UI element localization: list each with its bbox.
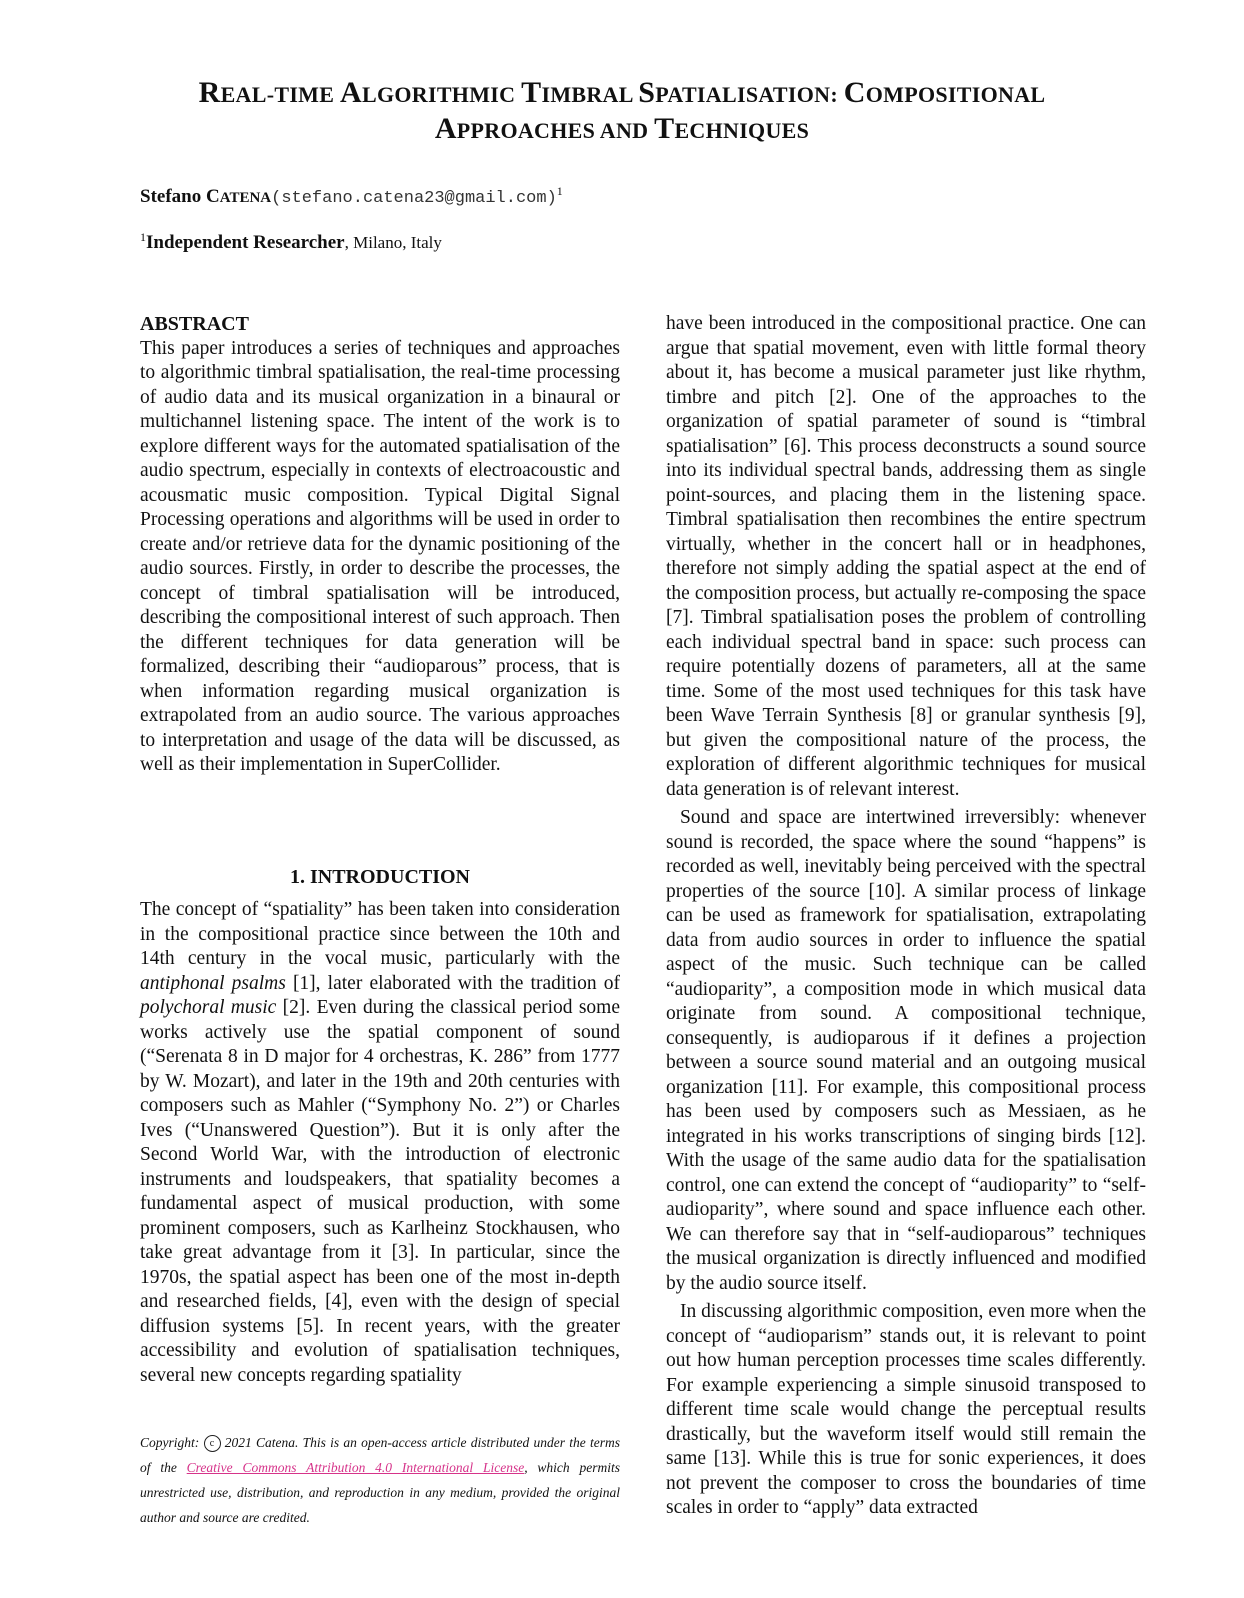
body-paragraph: have been introduced in the compositional practice. One can argue that spatial movement, even with little formal theory about it, has become a musical parameter just like rhythm, timbre and pitch [2]. One of the approaches to the organization of spatial parameter of sound is “timbral spatialisation” [6]. This process deconstructs a sound source into its individual spectral bands, addressing them as single point-sources, and placing them in the listening space. Timbral spatialisation then recombines the entire spectrum virtually, whether in the concert hall or in headphones, therefore not simply adding the spatial aspect at the end of the composition process, but actually re-composing the space [7]. Timbral spatialisation poses the problem of controlling each individual spectral band in space: such process can require potentially dozens of parameters, all at the same time. Some of the most used techniques for this task have been Wave Terrain Synthesis [8] or granular synthesis [9], but given the compositional nature of the process, the exploration of different algorithmic techniques for musical data generation is of relevant interest. — [666, 313, 1146, 800]
author-first-name: Stefano — [140, 186, 202, 207]
title-word: REAL-TIME — [198, 76, 341, 109]
abstract-heading: ABSTRACT — [140, 313, 249, 335]
author-line — [140, 184, 563, 208]
introduction-section — [140, 898, 620, 1388]
copyright-symbol-icon: c — [204, 1435, 221, 1452]
title-line-1 — [110, 76, 1134, 112]
affiliation-institution: Independent Researcher — [146, 232, 345, 253]
title-word: SPATIALISATION: — [638, 76, 844, 109]
body-paragraph: Sound and space are intertwined irreversibly: whenever sound is recorded, the space where the sound “happens” is recorded as well, inevitably being perceived with the spectral properties of the source [10]. A similar process of linkage can be used as framework for spatialisation, extrapolating data from audio sources in order to influence the spatial aspect of the music. Such technique can be called “audioparity”, a composition mode in which musical data originate from sound. A compositional technique, consequently, is audioparous if it defines a projection between a source sound material and an outgoing musical organization [11]. For example, this compositional process has been used by composers such as Messiaen, as he integrated in his works transcriptions of singing birds [12]. With the usage of the same audio data for the spatialisation control, one can extend the concept of “audioparity” to “self-audioparity”, where sound and space influence each other. We can therefore say that in “self-audioparous” techniques the musical organization is directly influenced and modified by the audio source itself. — [666, 807, 1146, 1294]
affiliation-mark: 1 — [140, 230, 146, 244]
affiliation-location: , Milano, Italy — [344, 233, 442, 252]
right-column — [666, 312, 1146, 1521]
author-affiliation-mark: 1 — [556, 184, 563, 198]
paper-title — [110, 76, 1134, 148]
introduction-paragraph: The concept of “spatiality” has been taken into consideration in the compositional practice since between the 10th and 14th century in the vocal music, particularly with the antiphonal psalms [1], later elaborated with the tradition of polychoral music [2]. Even during the classical period some works actively use the spatial component of sound (“Serenata 8 in D major for 4 orchestras, K. 286” from 1777 by W. Mozart), and later in the 19th and 20th centuries with composers such as Mahler (“Symphony No. 2”) or Charles Ives (“Unanswered Question”). But it is only after the Second World War, with the introduction of electronic instruments and loudspeakers, that spatiality becomes a fundamental aspect of musical production, with some prominent composers, such as Karlheinz Stockhausen, who take great advantage from it [3]. In particular, since the 1970s, the spatial aspect has been one of the most in-depth and researched fields, [4], even with the design of special diffusion systems [5]. In recent years, with the greater accessibility and evolution of spatialisation techniques, several new concepts regarding spatiality — [140, 899, 620, 1386]
title-word: TECHNIQUES — [654, 112, 810, 145]
title-line-2 — [110, 112, 1134, 148]
introduction-heading: 1. INTRODUCTION — [289, 866, 471, 888]
term-polychoral-music: polychoral music — [140, 997, 277, 1018]
body-paragraph: In discussing algorithmic composition, even more when the concept of “audioparism” stands out, it is relevant to point out how human perception processes time scales differently. For example experiencing a simple sinusoid transposed to different time scale would change the perceptual results drastically, but the waveform itself would still remain the same [13]. While this is true for sonic experiences, it does not prevent the composer to cross the boundaries of time scales in order to “apply” data extracted — [666, 1301, 1146, 1518]
title-word: APPROACHES AND — [434, 112, 655, 145]
title-word: COMPOSITIONAL — [843, 76, 1046, 109]
author-email: (stefano.catena23@gmail.com) — [271, 189, 557, 208]
title-word: ALGORITHMIC — [340, 76, 522, 109]
affiliation-line — [140, 230, 442, 254]
abstract-text: This paper introduces a series of techniques and approaches to algorithmic timbral spatialisation, the real-time processing of audio data and its musical organization in a binaural or multichannel listening space. The intent of the work is to explore different ways for the automated spatialisation of the audio spectrum, especially in contexts of electroacoustic and acousmatic music composition. Typical Digital Signal Processing operations and algorithms will be used in order to create and/or retrieve data for the dynamic positioning of the audio sources. Firstly, in order to describe the processes, the concept of timbral spatialisation will be introduced, describing the compositional interest of such approach. Then the different techniques for data generation will be formalized, describing their “audioparous” process, that is when information regarding musical organization is extrapolated from an audio source. The various approaches to interpretation and usage of the data will be discussed, as well as their implementation in SuperCollider. — [140, 337, 620, 775]
license-link[interactable]: Creative Commons Attribution 4.0 International License — [186, 1460, 525, 1475]
term-antiphonal-psalms: antiphonal psalms — [140, 972, 286, 994]
author-last-name: CATENA — [205, 186, 272, 207]
abstract-section — [140, 312, 620, 778]
copyright-notice: Copyright: c 2021 Catena. This is an open-access article distributed under the terms of the Creative Commons Attribution 4.0 International License, which permits unrestricted use, distribution, and reproduction in any medium, provided the original author and source are credited. — [140, 1435, 621, 1525]
title-word: TIMBRAL — [521, 76, 639, 109]
